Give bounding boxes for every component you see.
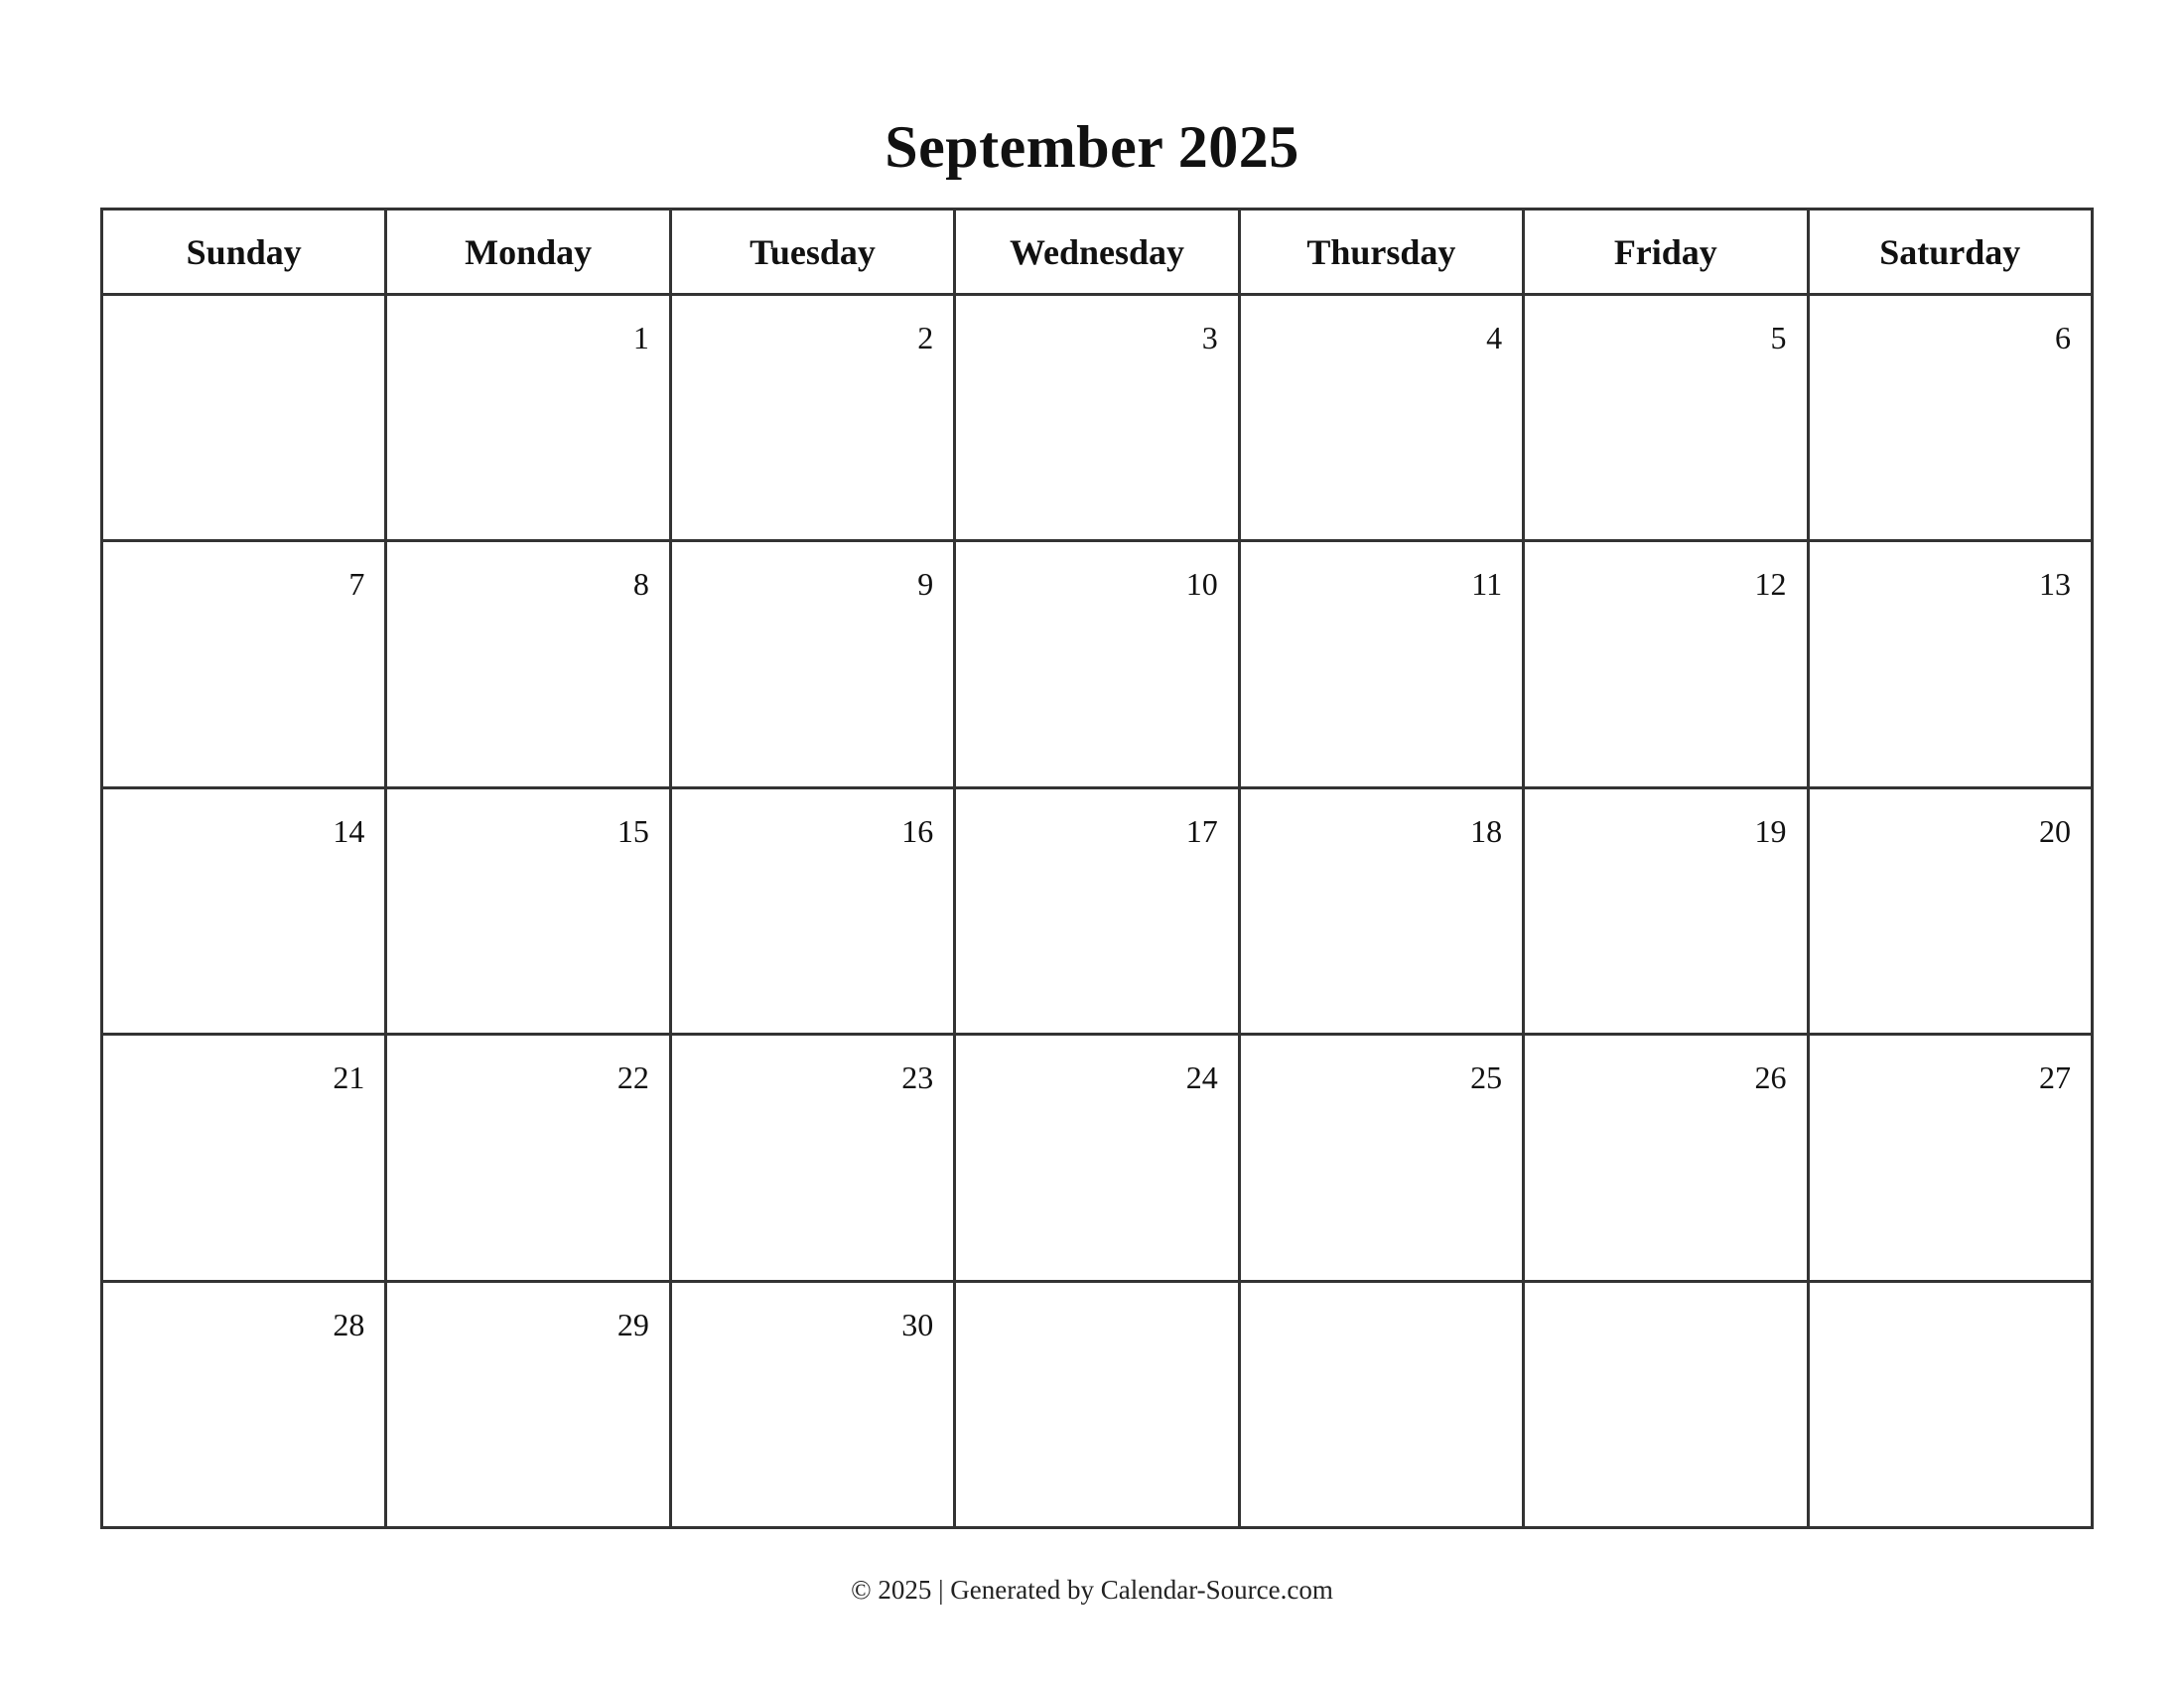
day-number: 9	[917, 566, 934, 603]
weekday-header-thursday: Thursday	[1239, 210, 1523, 295]
day-number: 24	[1185, 1059, 1218, 1096]
day-cell	[955, 541, 1239, 787]
day-number: 10	[1185, 566, 1218, 603]
day-number: 23	[901, 1059, 934, 1096]
day-number: 25	[1470, 1059, 1503, 1096]
day-number	[1810, 1283, 2091, 1305]
day-cell	[386, 1035, 670, 1281]
weekday-header-sunday: Sunday	[102, 210, 386, 295]
day-cell	[1808, 1035, 2092, 1281]
weekday-header-row	[102, 210, 2093, 295]
day-number: 8	[632, 566, 649, 603]
day-number: 7	[348, 566, 365, 603]
day-cell	[955, 1281, 1239, 1527]
calendar-title: September 2025	[885, 114, 1299, 180]
day-cell	[1524, 295, 1808, 541]
day-number: 18	[1470, 812, 1503, 849]
day-cell	[1524, 787, 1808, 1034]
day-number: 20	[2039, 812, 2071, 849]
day-cell	[102, 541, 386, 787]
day-number: 15	[616, 812, 649, 849]
day-cell	[670, 1035, 954, 1281]
day-cell	[955, 787, 1239, 1034]
day-number: 28	[333, 1306, 365, 1342]
footer-credit: © 2025 | Generated by Calendar-Source.com	[851, 1575, 1333, 1605]
day-number: 6	[2055, 320, 2071, 355]
day-number: 29	[616, 1306, 649, 1342]
month-calendar-grid	[100, 208, 2094, 1529]
day-cell	[1808, 1281, 2092, 1527]
day-number: 13	[2039, 566, 2071, 603]
day-cell	[670, 541, 954, 787]
day-number: 5	[1770, 320, 1787, 355]
day-number: 22	[616, 1059, 649, 1096]
week-row	[102, 541, 2093, 787]
day-cell	[670, 787, 954, 1034]
day-number: 21	[333, 1059, 365, 1096]
day-cell	[1239, 1035, 1523, 1281]
day-number: 30	[901, 1306, 934, 1342]
day-cell	[386, 787, 670, 1034]
day-cell	[1239, 541, 1523, 787]
day-cell	[386, 541, 670, 787]
day-number: 19	[1754, 812, 1787, 849]
day-cell	[1808, 541, 2092, 787]
day-cell	[1524, 1281, 1808, 1527]
day-number: 14	[333, 812, 365, 849]
day-number: 12	[1754, 566, 1787, 603]
day-cell	[955, 1035, 1239, 1281]
week-row	[102, 1035, 2093, 1281]
day-cell	[1524, 1035, 1808, 1281]
day-cell	[386, 1281, 670, 1527]
week-row	[102, 787, 2093, 1034]
weekday-header-saturday: Saturday	[1808, 210, 2092, 295]
day-cell	[1239, 787, 1523, 1034]
day-cell	[102, 787, 386, 1034]
day-number: 16	[901, 812, 934, 849]
week-row	[102, 1281, 2093, 1527]
day-cell	[1524, 541, 1808, 787]
day-cell	[102, 295, 386, 541]
day-cell	[670, 295, 954, 541]
day-cell	[1808, 295, 2092, 541]
weekday-header-friday: Friday	[1524, 210, 1808, 295]
day-number: 11	[1471, 566, 1503, 603]
weekday-header-tuesday: Tuesday	[670, 210, 954, 295]
day-cell	[1239, 295, 1523, 541]
day-number: 26	[1754, 1059, 1787, 1096]
weekday-header-monday: Monday	[386, 210, 670, 295]
day-cell	[386, 295, 670, 541]
day-cell	[955, 295, 1239, 541]
day-number	[956, 1283, 1237, 1305]
day-number: 3	[1201, 320, 1218, 355]
day-number: 4	[1486, 320, 1503, 355]
weekday-header-wednesday: Wednesday	[955, 210, 1239, 295]
day-number	[103, 296, 384, 318]
day-number: 17	[1185, 812, 1218, 849]
day-cell	[1808, 787, 2092, 1034]
day-number: 1	[632, 320, 649, 355]
day-cell	[670, 1281, 954, 1527]
day-number	[1241, 1283, 1522, 1305]
week-row	[102, 295, 2093, 541]
day-cell	[1239, 1281, 1523, 1527]
day-number: 2	[917, 320, 934, 355]
day-number: 27	[2039, 1059, 2071, 1096]
day-cell	[102, 1281, 386, 1527]
day-cell	[102, 1035, 386, 1281]
day-number	[1525, 1283, 1806, 1305]
